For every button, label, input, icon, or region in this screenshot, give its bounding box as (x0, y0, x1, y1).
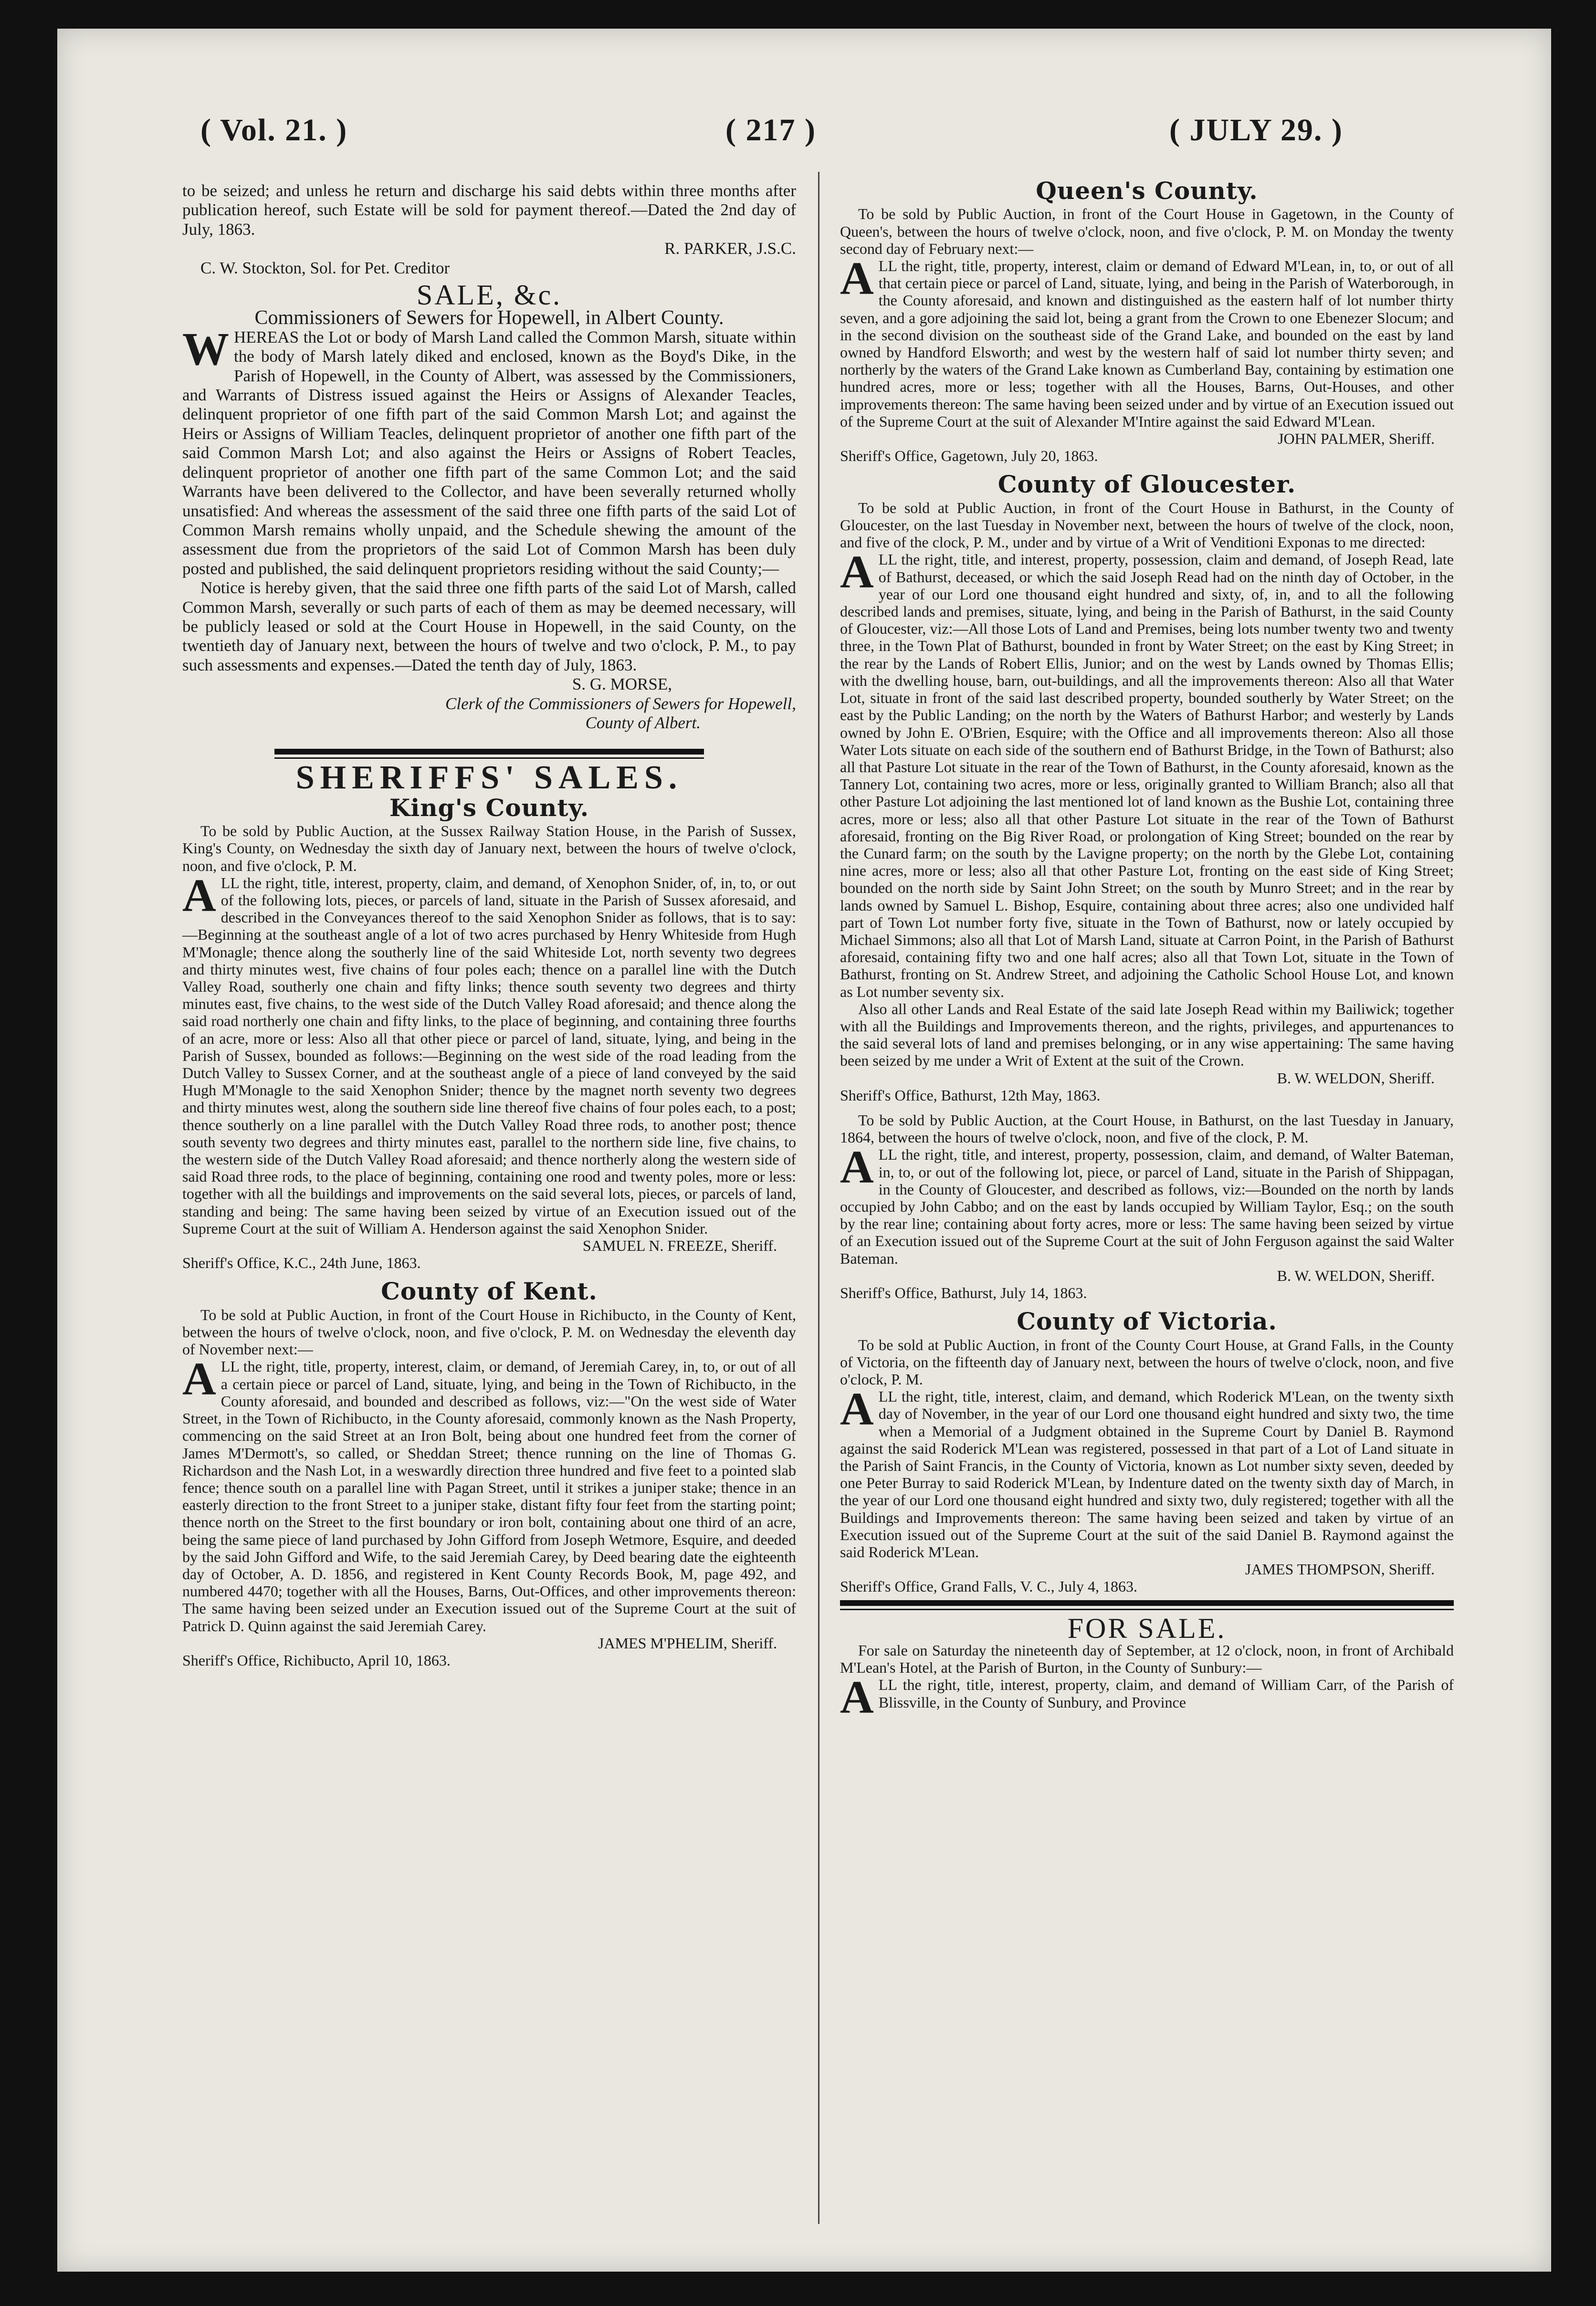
column-divider (818, 172, 819, 2224)
victoria-intro: To be sold at Public Auction, in front of the County Court House, at Grand Falls, in the County of Victoria, on the fifteenth day of January next, between the hours of twelve o'clock, noon, and five o'clock, P. M. (840, 1336, 1454, 1388)
victoria-county-heading: County of Victoria. (1017, 1307, 1277, 1336)
kent-county-heading: County of Kent. (381, 1277, 598, 1306)
queens-county-heading: Queen's County. (1036, 177, 1258, 205)
page-number: ( 217 ) (725, 113, 816, 147)
issue-date: ( JULY 29. ) (1169, 113, 1343, 147)
drop-cap: W (182, 323, 229, 375)
section-rule (840, 1609, 1454, 1610)
signer: S. G. MORSE, (572, 675, 672, 694)
gloucester2-body (840, 1142, 1454, 1267)
kent-body (182, 1353, 796, 1635)
gloucester-body-2: Also all other Lands and Real Estate of the said late Joseph Read within my Bailiwick; together with all the Buildings and Improvements thereon, and the rights, privileges, and appurtenances to the said several lots of land and premises belonging, or in any wise appertaining: The same having been seized by me under a Writ of Extent at the suit of the Crown. (840, 1000, 1454, 1069)
sheriff-office: Sheriff's Office, Grand Falls, V. C., July 4, 1863. (840, 1578, 1137, 1595)
for-sale-body (840, 1672, 1454, 1724)
drop-cap: A (840, 253, 874, 305)
kent-intro: To be sold at Public Auction, in front of the Court House in Richibucto, in the County of Kent, between the hours of twelve o'clock, noon, and five o'clock, P. M. on Wednesday the eleventh day of November next:— (182, 1306, 796, 1358)
victoria-body-text: LL the right, title, interest, claim, and demand, which Roderick M'Lean, on the twenty sixth day of November, in the year of our Lord one thousand eight hundred and sixty two, the time when a Memorial of a Judgment obtained in the Supreme Court by Daniel B. Raymond against the said Roderick M'Lean was registered, possessed in that part of a Lot of Land situate in the Parish of Saint Francis, in the County of Victoria, known as Lot number sixty seven, deeded by one Peter Burray to said Roderick M'Lean, by Indenture dated on the twenty sixth day of March, in the year of our Lord one thousand eight hundred and sixty two, duly registered; together with all the Buildings and Improvements thereon: The same having been seized and taken by virtue of an Execution issued out of the Supreme Court at the suit of the said Daniel B. Raymond against the said Roderick M'Lean. (840, 1388, 1454, 1561)
kent-body-text: LL the right, title, property, interest, claim, or demand, of Jeremiah Carey, in, to, or out of all a certain piece or parcel of Land, situate, lying, and being in the Town of Richibucto, in the County aforesaid, and bounded and described as follows, viz:—"On the west side of Water Street, in the Town of Richibucto, in the County aforesaid, commonly known as the Nash Property, commencing on the said Street at an Iron Bolt, being about one hundred feet from the corner of James M'Dermott's, so called, or Sheddan Street; thence running on the line of Thomas G. Richardson and the Nash Lot, in a weswardly direction three hundred and five feet to a pointed slab fence; thence south on a parallel line with Pagan Street, until it strikes a juniper stake; thence in an easterly direction to the front Street to a juniper stake, distant fifty four feet from the starting point; thence north on the Street to the first boundary or iron bolt, containing about one third of an acre, being the same piece of land purchased by John Gifford from Joseph Wetmore, Esquire, and deeded by the said John Gifford and Wife, to the said Jeremiah Carey, by Deed bearing date the eighteenth day of October, A. D. 1856, and registered in Kent County Records Book, M, page 492, and numbered 4470; together with all the Houses, Barns, Out-Offices, and other improvements thereon: The same having been seized under an Execution issued out of the Supreme Court at the suit of Patrick D. Quinn against the said Jeremiah Carey. (182, 1358, 796, 1635)
signer: JAMES THOMPSON, Sheriff. (1245, 1561, 1435, 1578)
drop-cap: A (840, 1672, 874, 1724)
gloucester2-body-text: LL the right, title, and interest, property, possession, claim, and demand, of Walter Bateman, in, to, or out of the following lot, piece, or parcel of Land, situate in the Parish of Shippagan, in the County of Gloucester, and described as follows, viz:—Bounded on the north by lands occupied by John Cabbo; and on the east by lands occupied by William Taylor, Esq.; on the south by the rear line; containing about forty acres, more or less: The same having been seized by virtue of an Execution issued out of the Supreme Court at the suit of John Ferguson against the said Walter Bateman. (840, 1146, 1454, 1267)
sale-subtitle: Commissioners of Sewers for Hopewell, in Albert County. (254, 307, 724, 329)
drop-cap: A (182, 870, 216, 922)
kings-body-text: LL the right, title, interest, property, claim, and demand, of Xenophon Snider, of, in, to, or out of the following lots, pieces, or parcels of land, situate in the Parish of Sussex aforesaid, and described in the Conveyances thereof to the said Xenophon Snider as follows, that is to say:—Beginning at the southeast angle of a lot of two acres purchased by Henry Whiteside from Hugh M'Monagle; thence along the southerly line of the said Whiteside Lot, north seventy two degrees and thirty minutes west, five chains of four poles each; thence on a parallel line with the Dutch Valley Road, southerly one chain and fifty links; thence south seventy two degrees and thirty minutes east, five chains, to the west side of the Dutch Valley Road aforesaid; and thence along the said road northerly one chain and fifty links, to the place of beginning, and containing three fourths of an acre, more or less: Also all that other piece or parcel of land, situate, lying, and being in the Parish of Sussex, bounded as follows:—Beginning on the west side of the road leading from the Dutch Valley to Sussex Corner, and at the southeast angle of a piece of land conveyed by the said Hugh M'Monagle to the said Xenophon Snider; thence by the magnet north seventy two degrees and thirty minutes west, along the southern side line thereof five chains of four poles each, to a post; thence southerly on a line parallel with the Dutch Valley Road three rods, to another post; thence south seventy two degrees and thirty minutes east, parallel to the northern side line, five chains, to the western side of the Dutch Valley Road aforesaid; and thence northerly along the western side of said Road three rods, to the place of beginning, containing one rood and twenty poles, more or less: together with all the buildings and improvements on the said several lots, pieces, or parcels of land, standing and being: The same having been seized by virtue of an Execution issued out of the Supreme Court at the suit of William A. Henderson against the said Xenophon Snider. (182, 874, 796, 1237)
victoria-body (840, 1384, 1454, 1561)
signer: JOHN PALMER, Sheriff. (1278, 430, 1435, 448)
clerk-county: County of Albert. (585, 713, 701, 732)
for-sale-body-text: LL the right, title, interest, property, claim, and demand of William Carr, of the Parish of Blissville, in the County of Sunbury, and Province (878, 1676, 1454, 1711)
sale-title: SALE, &c. (416, 279, 562, 311)
solicitor-line: C. W. Stockton, Sol. for Pet. Creditor (200, 258, 450, 277)
for-sale-title: FOR SALE. (1067, 1612, 1227, 1644)
gloucester-intro: To be sold at Public Auction, in front of the Court House in Bathurst, in the County of Gloucester, on the last Tuesday in November next, between the hours of twelve of the clock, noon, and five of the clock, P. M., under and by virtue of a Writ of Venditioni Exponas to me directed: (840, 499, 1454, 551)
drop-cap: A (840, 1384, 874, 1436)
sheriff-office: Sheriff's Office, K.C., 24th June, 1863. (182, 1254, 421, 1272)
drop-cap: A (840, 546, 874, 598)
signer: SAMUEL N. FREEZE, Sheriff. (582, 1237, 777, 1255)
kings-intro: To be sold by Public Auction, at the Sussex Railway Station House, in the Parish of Sussex, King's County, on Wednesday the sixth day of January next, between the hours of twelve o'clock, noon, and five o'clock, P. M. (182, 822, 796, 874)
section-rule (274, 749, 704, 755)
section-rule (274, 757, 704, 759)
signer: JAMES M'PHELIM, Sheriff. (598, 1634, 777, 1652)
sheriff-office: Sheriff's Office, Bathurst, 12th May, 1863. (840, 1086, 1101, 1104)
volume-number: ( Vol. 21. ) (200, 113, 348, 147)
right-column (840, 177, 1454, 1724)
signer: B. W. WELDON, Sheriff. (1277, 1267, 1435, 1284)
drop-cap: A (182, 1353, 216, 1405)
sheriff-office: Sheriff's Office, Gagetown, July 20, 1863. (840, 447, 1098, 465)
signer: R. PARKER, J.S.C. (664, 239, 796, 258)
gloucester2-intro: To be sold by Public Auction, at the Court House, in Bathurst, on the last Tuesday in January, 1864, between the hours of twelve o'clock, noon, and five of the clock, P. M. (840, 1111, 1454, 1146)
queens-body-text: LL the right, title, property, interest, claim or demand of Edward M'Lean, in, to, or out of all that certain piece or parcel of Land, situate, lying, and being in the Parish of Waterborough, in the County aforesaid, and known and distinguished as the eastern half of lot number thirty seven, and a gore adjoining the said lot, being a grant from the Crown to one Ebenezer Slocum; and in the second division on the southeast side of the Grand Lake, and bounded on the east by land owned by Handford Elsworth; and west by the western half of said lot number thirty seven; and northerly by the waters of the Grand Lake known as Cumberland Bay, containing by estimation one hundred acres, more or less; together with all the Houses, Barns, Out-Houses, and other improvements thereon: The same having been seized under and by virtue of an Execution issued out of the Supreme Court at the suit of Alexander M'Intire against the said Edward M'Lean. (840, 257, 1454, 430)
gloucester-body-text: LL the right, title, and interest, property, possession, claim and demand, of Joseph Read, late of Bathurst, deceased, or which the said Joseph Read had on the ninth day of October, in the year of our Lord one thousand eight hundred and sixty, of, in, and to all the following described lands and premises, situate, lying, and being in the Parish of Bathurst, in the said County of Gloucester, viz:—All those Lots of Land and Premises, being lots number twenty two and twenty three, in the Town Plat of Bathurst, bounded in front by Water Street; on the east by King Street; in the rear by the Lands of Robert Ellis, Junior; and on the west by Lands owned by Thomas Ellis; with the dwelling house, barn, out-buildings, and all the improvements thereon: Also all that Water Lot, situate in front of the said last described property, bounded southerly by Water Street; on the east by the Public Landing; on the north by the Waters of Bathurst Harbor; and westerly by Lands owned by John E. O'Brien, Esquire; with the Office and all improvements thereon: Also all those Water Lots situate on each side of the southern end of Bathurst Bridge, in the Town of Bathurst; also all that Pasture Lot situate in the rear of the Town of Bathurst, in the County aforesaid, known as the Tannery Lot, containing two acres, more or less, originally granted to William Branch; also all that other Pasture Lot adjoining the last mentioned lot of land known as the Bushie Lot, containing three acres, more or less; also all that other Pasture Lot situate in the rear of the Town of Bathurst aforesaid, fronting on the Big River Road, or prolongation of King Street; bounded on the rear by the Cunard farm; on the south by the Lavigne property; on the north by the Glebe Lot, containing nine acres, more or less; also all that other Pasture Lot, fronting on the east side of King Street; bounded on the north side by Saint John Street; on the south by Munro Street; and in the rear by lands owned by Samuel L. Bishop, Esquire, containing about three acres; also one undivided half part of Town Lot number forty five, situate in the Town of Bathurst, now or lately occupied by Michael Simmons; also all that Lot of Marsh Land, situate at Carron Point, in the Parish of Bathurst aforesaid, containing fifty two and one half acres; also all that Town Lot, situate in the Town of Bathurst, fronting on St. Andrew Street, and adjoining the Catholic School House Lot, and known as Lot number seventy six. (840, 551, 1454, 1000)
sheriff-office: Sheriff's Office, Richibucto, April 10, 1863. (182, 1651, 451, 1669)
sale-body (182, 323, 796, 578)
signer: B. W. WELDON, Sheriff. (1277, 1069, 1435, 1087)
queens-intro: To be sold by Public Auction, in front of the Court House in Gagetown, in the County of Queen's, between the hours of twelve o'clock, noon, and five o'clock, P. M. on Monday the twenty second day of February next:— (840, 205, 1454, 257)
kings-body (182, 870, 796, 1237)
drop-cap: A (840, 1142, 874, 1194)
kings-county-heading: King's County. (389, 793, 589, 822)
gloucester-county-heading: County of Gloucester. (998, 470, 1296, 499)
gloucester-body (840, 546, 1454, 1000)
clerk-title: Clerk of the Commissioners of Sewers for Hopewell, (445, 694, 796, 713)
continued-notice: to be seized; and unless he return and discharge his said debts within three months after publication hereof, such Estate will be sold for payment thereof.—Dated the 2nd day of July, 1863. (182, 181, 796, 239)
newspaper-page (57, 29, 1551, 2272)
sale-body-text: HEREAS the Lot or body of Marsh Land called the Common Marsh, situate within the body of Marsh lately diked and enclosed, known as the Boyd's Dike, in the Parish of Hopewell, in the County of Albert, was assessed by the Commissioners, and Warrants of Distress issued against the Heirs or Assigns of Alexander Teacles, delinquent proprietor of one fifth part of the said Common Marsh Lot; and against the Heirs or Assigns of William Teacles, delinquent proprietor of another one fifth part of the said Common Marsh Lot; and also against the Heirs or Assigns of Robert Teacles, delinquent proprietor of another one fifth part of the same Common Lot; and the said Warrants have been delivered to the Collector, and have been severally returned wholly unsatisfied: And whereas the assessment of the said three one fifth parts of the said Lot of Common Marsh remains wholly unpaid, and the Schedule shewing the amount of the assessment due from the proprietors of the said Lot of Common Marsh has been duly posted and published, the said delinquent proprietors residing without the said County;— (182, 327, 796, 578)
queens-body (840, 253, 1454, 430)
sale-notice: Notice is hereby given, that the said three one fifth parts of the said Lot of Marsh, called Common Marsh, severally or such parts of each of them as may be deemed necessary, will be publicly leased or sold at the Court House in Hopewell, in the said County, on the twentieth day of January next, between the hours of twelve and two o'clock, P. M., to pay such assessments and expenses.—Dated the tenth day of July, 1863. (182, 578, 796, 674)
for-sale-intro: For sale on Saturday the nineteenth day of September, at 12 o'clock, noon, in front of Archibald M'Lean's Hotel, at the Parish of Burton, in the County of Sunbury:— (840, 1642, 1454, 1677)
sheriffs-sales-title: SHERIFFS' SALES. (295, 759, 683, 797)
section-rule (840, 1600, 1454, 1606)
sheriff-office: Sheriff's Office, Bathurst, July 14, 1863. (840, 1284, 1087, 1301)
left-column (182, 181, 796, 1669)
